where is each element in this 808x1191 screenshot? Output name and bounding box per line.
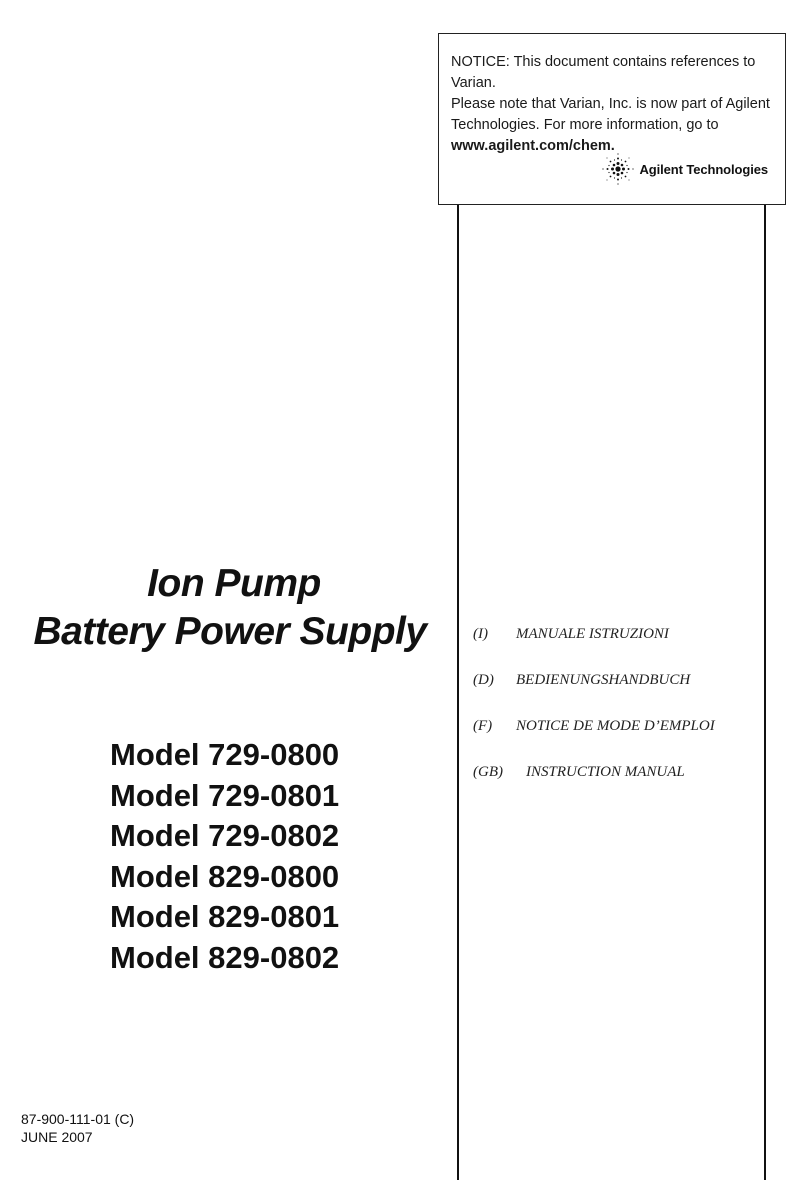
language-label: NOTICE DE MODE D’EMPLOI [516,718,715,734]
language-label: BEDIENUNGSHANDBUCH [516,672,691,688]
notice-line: NOTICE: This document contains references to Varian. [451,54,756,91]
agilent-brand [600,151,769,187]
notice-line: Technologies. For more information, go to [451,117,719,133]
agilent-brand-name: Agilent Technologies [639,161,768,177]
notice-text [451,52,773,157]
language-label: MANUALE ISTRUZIONI [516,626,669,642]
column-divider-right [764,205,766,1180]
document-date: JUNE 2007 [21,1129,93,1145]
model-item: Model 829-0800 [110,858,340,894]
column-divider-left [457,205,459,1180]
language-item-italian [473,624,761,670]
notice-url-link[interactable]: www.agilent.com/chem. [451,138,615,154]
notice-box [438,33,786,205]
model-item: Model 729-0801 [110,777,340,813]
language-item-english [473,762,761,808]
language-item-german [473,670,761,716]
language-code: (F) [473,718,493,734]
model-item: Model 829-0802 [110,939,340,975]
model-item: Model 729-0800 [110,737,340,772]
language-item-french [473,716,761,762]
language-label: INSTRUCTION MANUAL [526,764,685,780]
language-code: (I) [473,626,488,642]
model-item: Model 729-0802 [110,818,340,853]
notice-line: Please note that Varian, Inc. is now part of Agilent [451,96,770,112]
model-list [110,735,410,978]
document-footer [21,1110,134,1146]
page-title-line1: Ion Pump [147,562,321,605]
model-item: Model 829-0801 [110,899,340,934]
agilent-spark-logo-icon [600,151,636,187]
document-number: 87-900-111-01 (C) [21,1111,135,1127]
language-code: (GB) [473,764,503,780]
page-title-line2: Battery Power Supply [33,610,427,653]
language-list [473,624,761,808]
language-code: (D) [473,672,494,688]
